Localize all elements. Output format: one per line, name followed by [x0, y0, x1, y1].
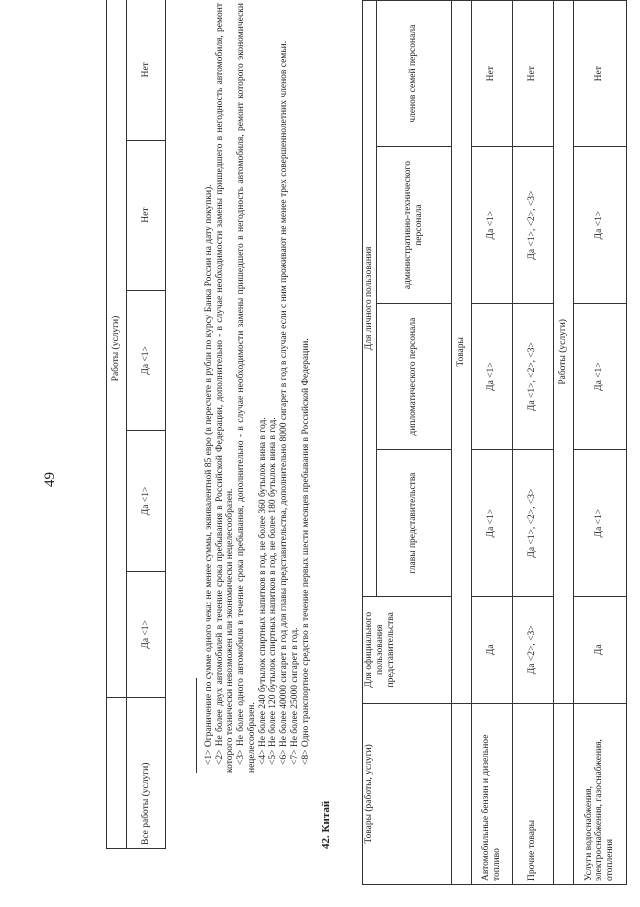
row-fuel-name: Автомобильные бензин и дизельное топливо: [471, 703, 512, 884]
group-goods: Товары: [451, 1, 471, 704]
row-fuel-cell: Да <1>: [471, 147, 512, 303]
footnote-1: <1> Ограничение по сумме одного чека: не менее суммы, эквивалентной 85 евро (в пересчете в рубли по курсу Банка России на дату покупки).: [204, 184, 214, 765]
footnote-6: <6> Не более 40000 сигарет в год для главы представительства, дополнительно 8000 сигарет в год в случае если с ним проживают не менее трех совершеннолетних членов семьи.: [279, 40, 290, 765]
header-head: главы представительства: [376, 450, 451, 597]
row-utilities-cell: Нет: [573, 1, 626, 147]
section-title: 42. Китай: [320, 800, 332, 849]
row-fuel-cell: Да <1>: [471, 450, 512, 597]
header-admin: административно-технического персонала: [376, 147, 451, 303]
row-other-cell: Да <1>, <2>, <3>: [512, 450, 553, 597]
row-fuel-cell: Да: [471, 596, 512, 703]
row-utilities-cell: Да <1>: [573, 303, 626, 450]
footnote-separator: [196, 678, 197, 773]
top-cell: Да <1>: [127, 431, 166, 572]
footnote-7: <7> Не более 25000 сигарет в год.: [289, 627, 300, 765]
top-cell: Да <1>: [127, 571, 166, 697]
top-cell: Да <1>: [127, 290, 166, 431]
footnotes: [204, 3, 311, 773]
row-utilities-cell: Да <1>: [573, 147, 626, 303]
header-family: членов семей персонала: [376, 1, 451, 147]
row-utilities-cell: Да <1>: [573, 450, 626, 597]
header-diplomatic: дипломатического персонала: [376, 303, 451, 450]
footnote-5: <5> Не более 120 бутылок спиртных напитков в год, не более 180 бутылок вина в год.: [268, 417, 279, 765]
all-works-label: Все работы (услуги): [127, 698, 166, 849]
footnote-3: <3> Не более одного автомобиля в течение срока пребывания, дополнительно - в случае необходимости замены пришедшего в негодность автомобиля, ремонт которого экономически нецелесообразен.: [236, 3, 257, 773]
row-fuel-cell: Да <1>: [471, 303, 512, 450]
header-official: Для официального пользования представительства: [363, 596, 452, 703]
works-group-header: Работы (услуги): [107, 0, 127, 698]
header-goods: Товары (работы, услуги): [363, 703, 452, 884]
group-services: Работы (услуги): [553, 1, 573, 704]
row-other-cell: Да <2>, <3>: [512, 596, 553, 703]
row-other-cell: Да <1>, <2>, <3>: [512, 303, 553, 450]
row-utilities-cell: Да: [573, 596, 626, 703]
top-table: [106, 0, 166, 849]
footnote-8: <8> Одно транспортное средство в течение первых шести месяцев пребывания в Российской Федерации.: [300, 338, 311, 765]
footnote-4: <4> Не более 240 бутылок спиртных напитков в год, не более 360 бутылок вина в год.: [257, 417, 268, 765]
header-personal: Для личного пользования: [363, 1, 377, 597]
main-table: [362, 0, 627, 885]
row-utilities-name: Услуги водоснабжения, электроснабжения, газоснабжения, отопления: [573, 703, 626, 884]
row-other-name: Прочие товары: [512, 703, 553, 884]
page-number: 49: [42, 472, 58, 487]
footnote-2: <2> Не более двух автомобилей в течение срока пребывания в Российской Федерации, дополнительно - в случае необходимости замены пришедшего в негодность автомобиля, ремонт которого технически невозможен или экономически нецелесообразен.: [214, 3, 236, 773]
top-cell: Нет: [127, 0, 166, 140]
top-cell: Нет: [127, 140, 166, 290]
row-other-cell: Нет: [512, 1, 553, 147]
row-other-cell: Да <1>, <2>, <3>: [512, 147, 553, 303]
row-fuel-cell: Нет: [471, 1, 512, 147]
